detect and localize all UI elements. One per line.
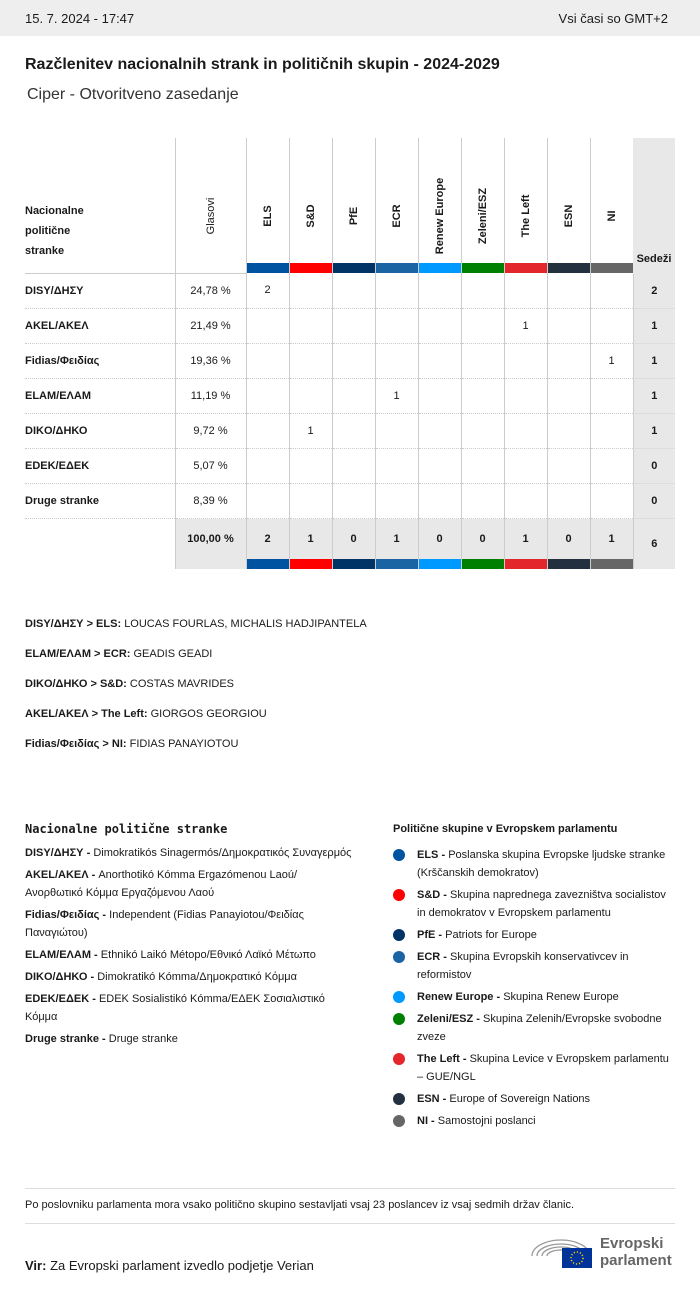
votes-cell: 9,72 % (175, 413, 246, 448)
detail-key: AKEL/ΑΚΕΛ > The Left: (25, 708, 148, 720)
group-seat-cell (332, 343, 375, 378)
group-seat-cell: 1 (289, 413, 332, 448)
col-header-group (461, 138, 504, 273)
col-header-votes (175, 138, 246, 273)
seats-cell: 1 (633, 413, 675, 448)
total-group-cell (461, 518, 504, 569)
total-group-value: 1 (393, 532, 400, 545)
seats-cell: 0 (633, 448, 675, 483)
group-seat-cell (547, 273, 590, 308)
group-color-bar (376, 559, 418, 569)
legend-party-item (25, 844, 355, 862)
logo-line1: Evropski (600, 1235, 664, 1252)
group-seat-cell (418, 448, 461, 483)
detail-key: DIKO/ΔΗΚΟ > S&D: (25, 678, 127, 690)
group-seat-cell (289, 448, 332, 483)
legend-group-item (393, 886, 673, 922)
legend-group-key: ESN - (417, 1093, 447, 1105)
mep-details (25, 609, 367, 759)
group-seat-cell (590, 483, 633, 518)
col-header-group-label: S&D (304, 204, 317, 228)
group-seat-cell (418, 343, 461, 378)
legend-group-desc: Samostojni poslanci (437, 1115, 536, 1127)
party-name: Fidias/Φειδίας (25, 343, 175, 378)
legend-group-key: ELS - (417, 849, 446, 861)
legend-party-key: DIKO/ΔΗΚΟ - (25, 971, 95, 983)
votes-cell: 19,36 % (175, 343, 246, 378)
group-color-bar (548, 559, 590, 569)
group-seat-cell (461, 343, 504, 378)
total-seats: 6 (633, 518, 675, 569)
group-seat-cell (461, 378, 504, 413)
detail-line (25, 639, 367, 669)
total-group-cell (590, 518, 633, 569)
legend-party-key: ELAM/ΕΛΑΜ - (25, 949, 98, 961)
legend-group-text (417, 926, 537, 944)
legend-group-item (393, 988, 673, 1006)
legend-party-key: Fidias/Φειδίας - (25, 909, 107, 921)
total-blank (25, 518, 175, 569)
group-seat-cell (289, 308, 332, 343)
votes-cell: 8,39 % (175, 483, 246, 518)
group-color-bar (505, 263, 547, 273)
ep-logo (528, 1234, 672, 1270)
legend-group-desc: Skupina Levice v Evropskem parlamentu – GUE/NGL (417, 1053, 669, 1083)
top-bar (0, 0, 700, 36)
legend-national-title: Nacionalne politične stranke (25, 822, 228, 836)
group-color-bar (591, 263, 634, 273)
legend-political-groups (393, 820, 673, 1134)
rules-note: Po poslovniku parlamenta mora vsako politično skupino sestavljati vsaj 23 poslancev iz vsaj sedmih držav članic. (25, 1188, 675, 1224)
legend-party-item (25, 866, 355, 902)
group-seat-cell: 1 (504, 308, 547, 343)
detail-key: ELAM/ΕΛΑΜ > ECR: (25, 648, 131, 660)
col-header-party (25, 138, 175, 273)
total-group-cell (504, 518, 547, 569)
group-seat-cell (547, 308, 590, 343)
group-color-bar (462, 263, 504, 273)
col-header-group (289, 138, 332, 273)
results-table (25, 138, 675, 569)
col-header-group (418, 138, 461, 273)
votes-cell: 24,78 % (175, 273, 246, 308)
group-seat-cell (332, 448, 375, 483)
group-seat-cell (504, 378, 547, 413)
detail-line (25, 729, 367, 759)
table-row (25, 413, 675, 448)
group-seat-cell (289, 378, 332, 413)
table-row (25, 308, 675, 343)
group-seat-cell: 2 (246, 273, 289, 308)
legend-group-key: Renew Europe - (417, 991, 501, 1003)
legend-party-key: Druge stranke - (25, 1033, 106, 1045)
total-row (25, 518, 675, 569)
votes-cell: 5,07 % (175, 448, 246, 483)
legend-group-key: Zeleni/ESZ - (417, 1013, 480, 1025)
col-header-group-label: The Left (519, 194, 532, 238)
total-group-cell (246, 518, 289, 569)
legend-party-desc: Dimokratikós Sinagermós/Δημοκρατικός Συναγερμός (93, 847, 352, 859)
group-seat-cell (289, 343, 332, 378)
legend-group-item (393, 1090, 673, 1108)
legend-group-key: NI - (417, 1115, 435, 1127)
legend-group-item (393, 1010, 673, 1046)
legend-party-item (25, 990, 355, 1026)
group-color-bar (505, 559, 547, 569)
col-header-group-label: NI (605, 210, 618, 222)
group-color-bar (462, 559, 504, 569)
col-header-group-label: Renew Europe (433, 177, 446, 255)
group-dot-icon (393, 929, 405, 941)
group-color-bar (290, 559, 332, 569)
source (25, 1258, 314, 1273)
group-color-bar (247, 559, 289, 569)
group-seat-cell (375, 448, 418, 483)
table-row (25, 273, 675, 308)
col-header-votes-label: Glasovi (204, 197, 217, 235)
total-group-cell (375, 518, 418, 569)
group-seat-cell: 1 (590, 343, 633, 378)
source-label: Vir: (25, 1258, 47, 1273)
group-seat-cell (547, 343, 590, 378)
group-seat-cell (246, 378, 289, 413)
group-seat-cell (246, 308, 289, 343)
total-group-cell (418, 518, 461, 569)
votes-cell: 11,19 % (175, 378, 246, 413)
legend-group-text (417, 886, 673, 922)
total-group-value: 1 (522, 532, 529, 545)
legend-group-text (417, 1010, 673, 1046)
detail-members: FIDIAS PANAYIOTOU (129, 738, 239, 750)
group-color-bar (419, 263, 461, 273)
legend-group-text (417, 1050, 673, 1086)
legend-group-desc: Skupina Renew Europe (503, 991, 619, 1003)
legend-party-item (25, 906, 355, 942)
group-seat-cell (332, 308, 375, 343)
group-seat-cell (375, 273, 418, 308)
page-subtitle: Ciper - Otvoritveno zasedanje (27, 86, 239, 103)
group-seat-cell (461, 483, 504, 518)
party-name: Druge stranke (25, 483, 175, 518)
group-seat-cell (332, 483, 375, 518)
col-header-group (547, 138, 590, 273)
seats-cell: 0 (633, 483, 675, 518)
legend-group-text (417, 988, 619, 1006)
legend-group-desc: Skupina Evropskih konservativcev in reformistov (417, 951, 629, 981)
col-header-group (590, 138, 633, 273)
group-seat-cell (504, 483, 547, 518)
seats-cell: 2 (633, 273, 675, 308)
group-seat-cell (504, 413, 547, 448)
total-group-value: 0 (350, 532, 357, 545)
party-name: ELAM/ΕΛΑΜ (25, 378, 175, 413)
group-color-bar (548, 263, 590, 273)
group-seat-cell (246, 343, 289, 378)
col-header-group (504, 138, 547, 273)
detail-key: Fidias/Φειδίας > NI: (25, 738, 127, 750)
group-dot-icon (393, 1115, 405, 1127)
group-seat-cell (289, 483, 332, 518)
legend-party-key: EDEK/ΕΔΕΚ - (25, 993, 96, 1005)
seats-cell: 1 (633, 378, 675, 413)
group-dot-icon (393, 889, 405, 901)
legend-group-item (393, 948, 673, 984)
group-dot-icon (393, 991, 405, 1003)
col-header-group (332, 138, 375, 273)
group-seat-cell (590, 378, 633, 413)
party-name: EDEK/ΕΔΕΚ (25, 448, 175, 483)
group-seat-cell (547, 448, 590, 483)
legend-group-desc: Poslanska skupina Evropske ljudske stranke (Krščanskih demokratov) (417, 849, 666, 879)
legend-group-desc: Skupina Zelenih/Evropske svobodne zveze (417, 1013, 662, 1043)
total-group-cell (547, 518, 590, 569)
total-group-value: 1 (307, 532, 314, 545)
table-row (25, 448, 675, 483)
group-color-bar (290, 263, 332, 273)
group-seat-cell (246, 448, 289, 483)
table-row (25, 483, 675, 518)
group-seat-cell (504, 273, 547, 308)
legend-group-text (417, 1112, 536, 1130)
group-seat-cell (547, 413, 590, 448)
group-seat-cell (418, 413, 461, 448)
legend-groups-title: Politične skupine v Evropskem parlamentu (393, 823, 618, 835)
legend-group-desc: Skupina naprednega zavezništva socialistov in demokratov v Evropskem parlamentu (417, 889, 666, 919)
group-color-bar (419, 559, 461, 569)
group-seat-cell: 1 (375, 378, 418, 413)
legend-group-item (393, 1050, 673, 1086)
group-seat-cell (375, 308, 418, 343)
detail-line (25, 699, 367, 729)
total-votes: 100,00 % (175, 518, 246, 569)
legend-party-desc: Dimokratikó Kómma/Δημοκρατικό Κόμμα (97, 971, 297, 983)
total-group-value: 0 (565, 532, 572, 545)
group-seat-cell (375, 413, 418, 448)
group-seat-cell (461, 413, 504, 448)
col-header-group-label: ECR (390, 204, 403, 228)
legend-group-desc: Europe of Sovereign Nations (449, 1093, 591, 1105)
group-seat-cell (332, 378, 375, 413)
col-header-group (246, 138, 289, 273)
legend-group-key: ECR - (417, 951, 447, 963)
legend-party-desc: Independent (Fidias Panayiotou/Φειδίας Παναγιώτου) (25, 909, 304, 939)
table-row (25, 343, 675, 378)
group-seat-cell (418, 378, 461, 413)
legend-party-item (25, 1030, 355, 1048)
timezone-note: Vsi časi so GMT+2 (558, 10, 668, 26)
group-seat-cell (246, 483, 289, 518)
group-color-bar (247, 263, 289, 273)
legend-party-key: AKEL/ΑΚΕΛ - (25, 869, 96, 881)
col-header-group-label: PfE (347, 206, 360, 226)
source-text: Za Evropski parlament izvedlo podjetje Verian (50, 1258, 314, 1273)
group-seat-cell (461, 308, 504, 343)
hemicycle-eu-flag-icon (528, 1234, 594, 1270)
group-seat-cell (504, 343, 547, 378)
total-group-value: 1 (608, 532, 615, 545)
legend-party-desc: EDEK Sosialistikó Kómma/ΕΔΕΚ Σοσιαλιστικό Κόμμα (25, 993, 325, 1023)
total-group-value: 0 (436, 532, 443, 545)
legend-party-desc: Druge stranke (108, 1033, 178, 1045)
group-seat-cell (590, 413, 633, 448)
group-seat-cell (461, 448, 504, 483)
group-seat-cell (461, 273, 504, 308)
group-seat-cell (375, 483, 418, 518)
party-name: DIKO/ΔΗΚΟ (25, 413, 175, 448)
group-dot-icon (393, 849, 405, 861)
col-header-seats: Sedeži (633, 138, 675, 273)
legend-party-desc: Anorthotikó Kómma Ergazómenou Laoú/ Ανορθωτικό Κόμμα Εργαζόμενου Λαού (25, 869, 298, 899)
group-seat-cell (590, 273, 633, 308)
detail-line (25, 609, 367, 639)
legend-group-key: The Left - (417, 1053, 467, 1065)
detail-members: GIORGOS GEORGIOU (150, 708, 267, 720)
group-seat-cell (332, 413, 375, 448)
total-group-cell (332, 518, 375, 569)
group-seat-cell (375, 343, 418, 378)
detail-members: COSTAS MAVRIDES (129, 678, 234, 690)
legend-party-key: DISY/ΔΗΣΥ - (25, 847, 91, 859)
legend-group-text (417, 1090, 590, 1108)
legend-group-item (393, 1112, 673, 1130)
group-seat-cell (418, 483, 461, 518)
party-name: AKEL/ΑΚΕΛ (25, 308, 175, 343)
group-dot-icon (393, 951, 405, 963)
detail-members: LOUCAS FOURLAS, MICHALIS HADJIPANTELA (124, 618, 367, 630)
legend-party-desc: Ethnikó Laikó Métopo/Εθνικό Λαϊκό Μέτωπο (100, 949, 316, 961)
group-color-bar (376, 263, 418, 273)
page-title: Razčlenitev nacionalnih strank in političnih skupin - 2024-2029 (25, 56, 500, 73)
legend-group-text (417, 846, 673, 882)
group-dot-icon (393, 1053, 405, 1065)
group-seat-cell (547, 378, 590, 413)
legend-group-item (393, 846, 673, 882)
group-seat-cell (289, 273, 332, 308)
group-dot-icon (393, 1013, 405, 1025)
datetime: 15. 7. 2024 - 17:47 (25, 10, 135, 26)
logo-line2: parlament (600, 1252, 672, 1269)
detail-line (25, 669, 367, 699)
col-header-party-label: Nacionalne politične stranke (25, 204, 84, 257)
group-seat-cell (504, 448, 547, 483)
party-name: DISY/ΔΗΣΥ (25, 273, 175, 308)
total-group-value: 2 (264, 532, 271, 545)
group-seat-cell (332, 273, 375, 308)
total-group-cell (289, 518, 332, 569)
group-color-bar (333, 263, 375, 273)
group-color-bar (333, 559, 375, 569)
detail-key: DISY/ΔΗΣΥ > ELS: (25, 618, 122, 630)
legend-group-text (417, 948, 673, 984)
votes-cell: 21,49 % (175, 308, 246, 343)
seats-cell: 1 (633, 308, 675, 343)
col-header-group-label: ESN (562, 204, 575, 228)
legend-national-parties (25, 820, 355, 1052)
col-header-group (375, 138, 418, 273)
group-seat-cell (547, 483, 590, 518)
seats-cell: 1 (633, 343, 675, 378)
group-seat-cell (246, 413, 289, 448)
col-header-group-label: ELS (261, 205, 274, 227)
group-seat-cell (590, 448, 633, 483)
group-seat-cell (590, 308, 633, 343)
group-seat-cell (418, 273, 461, 308)
legend-group-desc: Patriots for Europe (445, 929, 537, 941)
detail-members: GEADIS GEADI (133, 648, 213, 660)
table-row (25, 378, 675, 413)
group-color-bar (591, 559, 633, 569)
legend-party-item (25, 946, 355, 964)
legend-group-key: PfE - (417, 929, 443, 941)
legend-group-item (393, 926, 673, 944)
legend-party-item (25, 968, 355, 986)
legend-group-key: S&D - (417, 889, 447, 901)
total-group-value: 0 (479, 532, 486, 545)
col-header-group-label: Zeleni/ESZ (476, 187, 489, 245)
group-seat-cell (418, 308, 461, 343)
group-dot-icon (393, 1093, 405, 1105)
table-header-row (25, 138, 675, 273)
